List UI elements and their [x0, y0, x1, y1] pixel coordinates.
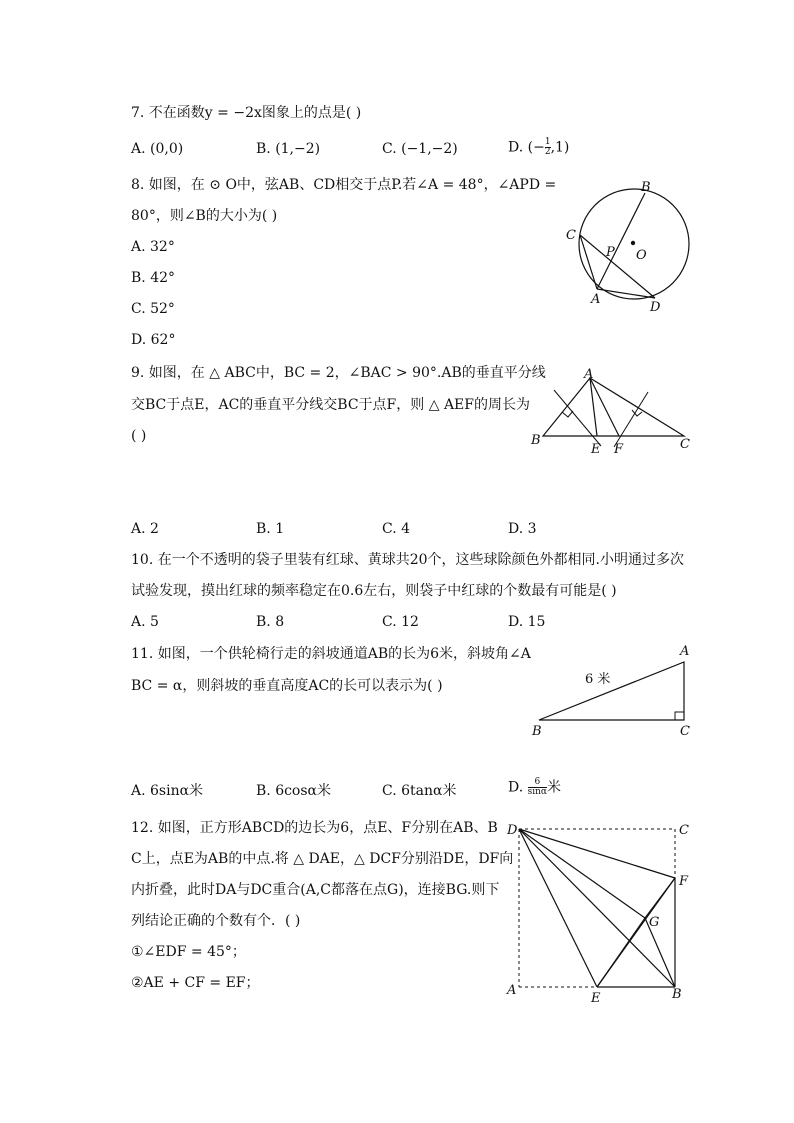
q12-stem-line1: 12. 如图，正方形ABCD的边长为6，点E、F分别在AB、B [131, 820, 498, 836]
q12-item-2: ②AE + CF = EF； [131, 975, 260, 991]
q11-stem-line1: 11. 如图，一个供轮椅行走的斜坡通道AB的长为6米，斜坡角∠A [131, 646, 531, 662]
q7-frac-num: 1 [544, 137, 551, 147]
q9-label-b: B [531, 433, 541, 448]
q12-label-f: F [679, 874, 689, 889]
q11-label-c: C [680, 724, 690, 739]
q9-stem-line3: ( ) [131, 428, 147, 444]
q12-segment-db [519, 829, 675, 987]
q12-segment-ef [597, 878, 675, 987]
q7-option-a[interactable]: A. (0,0) [131, 141, 184, 157]
q11-label-a: A [680, 644, 690, 659]
q10-option-b[interactable]: B. 8 [256, 614, 285, 630]
q10-option-a[interactable]: A. 5 [131, 614, 159, 630]
q8-label-o: O [636, 248, 647, 263]
q11-stem-line2: BC = α，则斜坡的垂直高度AC的长可以表示为( ) [131, 678, 443, 694]
q10-stem-line1: 10. 在一个不透明的袋子里装有红球、黄球共20个，这些球除颜色外都相同.小明通过多次 [131, 552, 684, 568]
q9-label-f: F [614, 442, 624, 457]
q11-option-d-prefix: D. [508, 779, 528, 796]
q9-label-c: C [680, 437, 690, 452]
q8-label-p: P [606, 245, 615, 260]
q12-stem-line3: 内折叠，此时DA与DC重合(A,C都落在点G)，连接BG.则下 [131, 882, 500, 898]
q12-label-d: D [507, 823, 518, 838]
q8-stem-line2: 80°，则∠B的大小为( ) [131, 208, 278, 224]
q12-stem-line4: 列结论正确的个数有个．( ) [131, 913, 301, 929]
q9-option-d[interactable]: D. 3 [508, 521, 537, 537]
q12-label-c: C [679, 823, 689, 838]
q7-option-d-suffix: ,1) [550, 139, 570, 156]
q12-segment-dg [519, 829, 645, 918]
q12-stem-line2: C上，点E为AB的中点.将 △ DAE，△ DCF分别沿DE，DF向 [131, 851, 514, 867]
q7-option-d-prefix: D. (− [508, 139, 545, 156]
q11-label-b: B [532, 724, 542, 739]
q11-option-a[interactable]: A. 6sinα米 [131, 783, 204, 799]
q12-item-1: ①∠EDF = 45°； [131, 944, 246, 960]
q12-label-g: G [649, 915, 660, 930]
q8-label-c: C [566, 228, 576, 243]
q9-stem-line1: 9. 如图，在 △ ABC中，BC = 2，∠BAC > 90°.AB的垂直平分线 [131, 365, 546, 381]
q8-option-a[interactable]: A. 32° [131, 239, 175, 255]
q10-option-d[interactable]: D. 15 [508, 614, 546, 630]
q12-label-a: A [507, 983, 517, 998]
q12-label-b: B [672, 987, 682, 1002]
q8-label-d: D [650, 300, 661, 315]
q10-option-c[interactable]: C. 12 [382, 614, 419, 630]
q11-option-d-suffix: 米 [547, 779, 562, 796]
q9-option-b[interactable]: B. 1 [256, 521, 285, 537]
q7-stem: 7. 不在函数y = −2x图象上的点是( ) [131, 105, 362, 121]
q11-label-length: 6 米 [585, 672, 611, 687]
q8-label-a: A [591, 292, 601, 307]
q9-label-a: A [584, 367, 594, 382]
q8-option-c[interactable]: C. 52° [131, 301, 175, 317]
q8-option-d[interactable]: D. 62° [131, 332, 176, 348]
q8-option-b[interactable]: B. 42° [131, 270, 176, 286]
q11-option-b[interactable]: B. 6cosα米 [256, 783, 332, 799]
q10-stem-line2: 试验发现，摸出红球的频率稳定在0.6左右，则袋子中红球的个数最有可能是( ) [131, 583, 617, 599]
q7-option-b[interactable]: B. (1,−2) [256, 141, 321, 157]
q12-label-e: E [591, 991, 601, 1006]
q11-option-c[interactable]: C. 6tanα米 [382, 783, 457, 799]
q12-segment-de [519, 829, 597, 987]
q9-option-a[interactable]: A. 2 [131, 521, 159, 537]
q9-label-e: E [591, 442, 601, 457]
q11-frac-num: 6 [534, 777, 541, 787]
q7-frac-den: 2 [544, 147, 551, 157]
q8-stem-line1: 8. 如图，在 ⊙ O中，弦AB、CD相交于点P.若∠A = 48°，∠APD = [131, 177, 557, 193]
q9-stem-line2: 交BC于点E，AC的垂直平分线交BC于点F，则 △ AEF的周长为 [131, 397, 530, 413]
q7-option-c[interactable]: C. (−1,−2) [382, 141, 458, 157]
q11-frac-den: sinα [527, 787, 548, 797]
q8-label-b: B [641, 180, 651, 195]
q9-option-c[interactable]: C. 4 [382, 521, 411, 537]
